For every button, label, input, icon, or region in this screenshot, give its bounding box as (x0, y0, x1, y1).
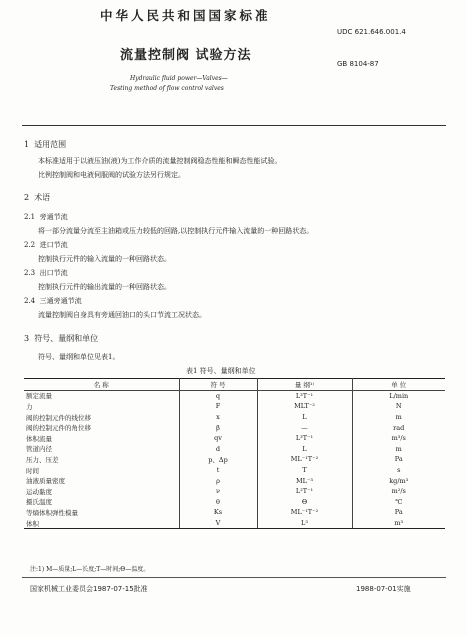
approval-line: 国家机械工业委员会1987-07-15批准 (30, 585, 148, 593)
symbol-cell: F (179, 401, 257, 412)
footer-rule (22, 577, 446, 578)
dimension-cell: ML⁻³ (257, 475, 352, 486)
term-2-1-text: 将一部分流量分流至主油箱或压力较低的回路,以控制执行元件输入流量的一种回路状态。 (38, 227, 314, 235)
symbol-cell: qv (179, 433, 257, 444)
symbol-cell: ρ (179, 475, 257, 486)
name-cell: 等熵体积弹性模量 (24, 507, 179, 518)
section-1-para-2: 比例控制阀和电液伺服阀的试验方法另行规定。 (38, 171, 185, 179)
table-row (24, 412, 445, 423)
name-cell: 体积流量 (24, 433, 179, 444)
symbol-cell: p、Δp (179, 454, 257, 465)
term-2-1-heading: 2.1 旁通节流 (24, 213, 68, 221)
dimension-cell: L (257, 412, 352, 423)
symbol-cell: x (179, 412, 257, 423)
unit-cell: Pa (352, 454, 445, 465)
name-cell: 时间 (24, 465, 179, 476)
table-footnote: 注:1) M—质量;L—长度;T—时间;Θ—温度。 (30, 566, 150, 573)
table-row (24, 465, 445, 476)
column-header: 单 位 (352, 379, 445, 391)
column-header: 量 纲¹⁾ (257, 379, 352, 391)
symbol-cell: t (179, 465, 257, 476)
dimension-cell: L (257, 444, 352, 455)
dimension-cell: — (257, 422, 352, 433)
table-row (24, 518, 445, 529)
gb-code: GB 8104-87 (337, 60, 379, 68)
symbol-cell: d (179, 444, 257, 455)
name-cell: 阀的控制元件的角位移 (24, 422, 179, 433)
english-title-line2: Testing method of flow control valves (110, 85, 224, 92)
implementation-date: 1988-07-01实施 (356, 585, 411, 593)
term-2-2-heading: 2.2 进口节流 (24, 241, 68, 249)
table-header-row (24, 379, 445, 391)
unit-cell: s (352, 465, 445, 476)
name-cell: 油液质量密度 (24, 475, 179, 486)
section-1-para-1: 本标准适用于以液压油(液)为工作介质的流量控制阀稳态性能和瞬态性能试验。 (38, 157, 282, 165)
unit-cell: m (352, 444, 445, 455)
header-rule (22, 125, 446, 126)
english-title-line1: Hydraulic fluid power—Valves— (130, 75, 228, 82)
table-row (24, 444, 445, 455)
unit-cell: N (352, 401, 445, 412)
dimension-cell: L³T⁻¹ (257, 390, 352, 401)
dimension-cell: MLT⁻² (257, 401, 352, 412)
issuer-title: 中华人民共和国国家标准 (100, 8, 271, 23)
symbol-cell: q (179, 390, 257, 401)
dimension-cell: T (257, 465, 352, 476)
symbol-cell: Ks (179, 507, 257, 518)
table-caption: 表1 符号、量纲和单位 (186, 367, 256, 375)
table-row (24, 433, 445, 444)
term-2-2-text: 控制执行元件的输入流量的一种回路状态。 (38, 255, 171, 263)
name-cell: 管道内径 (24, 444, 179, 455)
table-row (24, 454, 445, 465)
unit-cell: Pa (352, 507, 445, 518)
name-cell: 压力、压差 (24, 454, 179, 465)
table-row (24, 486, 445, 497)
term-2-3-text: 控制执行元件的输出流量的一种回路状态。 (38, 283, 171, 291)
unit-cell: rad (352, 422, 445, 433)
unit-cell: ℃ (352, 497, 445, 508)
name-cell: 摄氏温度 (24, 497, 179, 508)
standard-title: 流量控制阀 试验方法 (120, 48, 252, 63)
dimension-cell: L³T⁻¹ (257, 433, 352, 444)
name-cell: 运动黏度 (24, 486, 179, 497)
unit-cell: m (352, 412, 445, 423)
table-row (24, 475, 445, 486)
dimension-cell: ML⁻¹T⁻² (257, 507, 352, 518)
term-2-3-heading: 2.3 出口节流 (24, 269, 68, 277)
section-3-heading: 3 符号、量纲和单位 (24, 334, 99, 343)
section-3-intro: 符号、量纲和单位见表1。 (38, 353, 120, 361)
symbols-table (24, 378, 445, 529)
term-2-4-heading: 2.4 三通旁通节流 (24, 297, 82, 305)
dimension-cell: Θ (257, 497, 352, 508)
dimension-cell: L³ (257, 518, 352, 529)
unit-cell: kg/m³ (352, 475, 445, 486)
unit-cell: L/min (352, 390, 445, 401)
table-row (24, 507, 445, 518)
unit-cell: m³/s (352, 433, 445, 444)
term-2-4-text: 流量控制阀自身具有旁通回油口的头口节流工况状态。 (38, 311, 206, 319)
dimension-cell: L²T⁻¹ (257, 486, 352, 497)
udc-code: UDC 621.646.001.4 (337, 28, 406, 36)
name-cell: 阀的控制元件的线位移 (24, 412, 179, 423)
column-header: 名 称 (24, 379, 179, 391)
dimension-cell: ML⁻¹T⁻² (257, 454, 352, 465)
section-2-heading: 2 术语 (24, 193, 51, 202)
name-cell: 力 (24, 401, 179, 412)
column-header: 符 号 (179, 379, 257, 391)
unit-cell: m²/s (352, 486, 445, 497)
table-row (24, 422, 445, 433)
table-row (24, 401, 445, 412)
section-1-heading: 1 适用范围 (24, 140, 67, 149)
unit-cell: m³ (352, 518, 445, 529)
symbol-cell: β (179, 422, 257, 433)
symbol-cell: ν (179, 486, 257, 497)
table-row (24, 497, 445, 508)
name-cell: 额定流量 (24, 390, 179, 401)
symbol-cell: θ (179, 497, 257, 508)
symbol-cell: V (179, 518, 257, 529)
name-cell: 体积 (24, 518, 179, 529)
table-row (24, 390, 445, 401)
